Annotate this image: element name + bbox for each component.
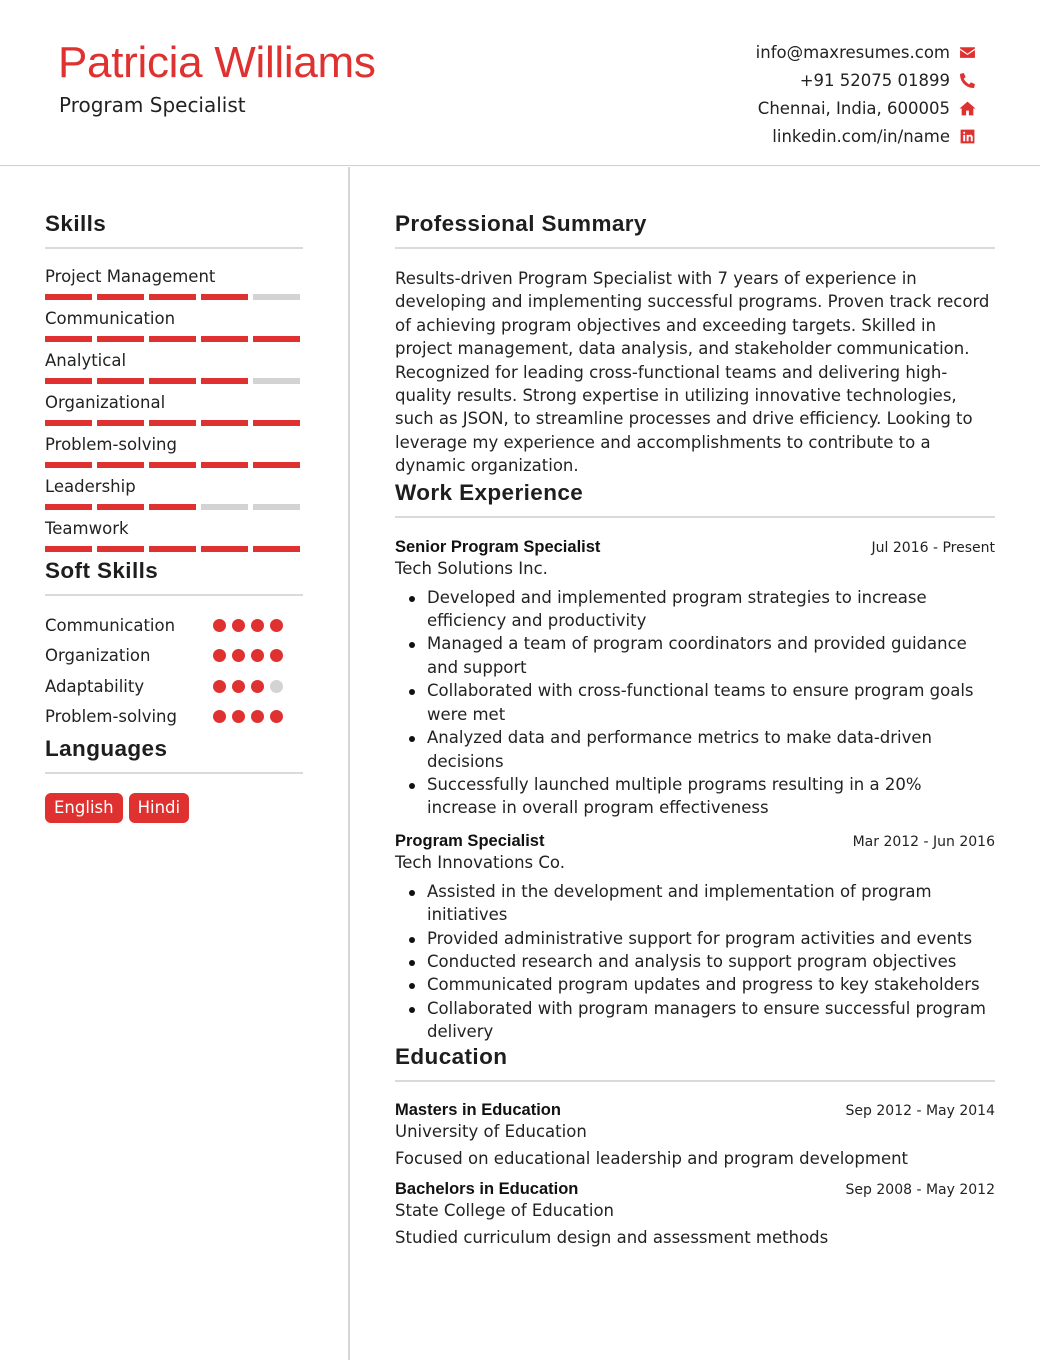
education-school: State College of Education <box>395 1200 615 1220</box>
skill-item <box>45 474 303 510</box>
language-badge: English <box>45 793 123 823</box>
skill-name: Teamwork <box>45 519 129 538</box>
skill-level-bar <box>45 546 303 552</box>
rating-dot-filled <box>270 649 283 662</box>
contact-phone[interactable] <box>756 66 976 94</box>
skills-list <box>45 264 303 552</box>
job-bullet: Collaborated with cross-functional teams to ensure program goals were met <box>395 679 995 726</box>
skill-segment-filled <box>97 462 144 468</box>
experience-list <box>395 538 995 1044</box>
job-dates: Mar 2012 - Jun 2016 <box>852 833 995 850</box>
job-bullet: Managed a team of program coordinators and provided guidance and support <box>395 632 995 679</box>
job-header <box>395 538 995 557</box>
contact-location <box>756 94 976 122</box>
skill-segment-filled <box>97 294 144 300</box>
job-header <box>395 832 995 851</box>
education-entry <box>395 1101 995 1168</box>
education-degree: Bachelors in Education <box>395 1179 579 1198</box>
skill-segment-filled <box>45 504 92 510</box>
skill-segment-filled <box>201 336 248 342</box>
soft-skill-rating <box>213 619 283 632</box>
rating-dot-filled <box>232 710 245 723</box>
job-bullet: Developed and implemented program strategies to increase efficiency and productivity <box>395 586 995 633</box>
education-heading: Education <box>395 1044 995 1082</box>
skill-segment-filled <box>149 546 196 552</box>
summary-heading: Professional Summary <box>395 211 995 249</box>
skill-segment-filled <box>97 420 144 426</box>
skill-segment-filled <box>253 546 300 552</box>
skill-level-bar <box>45 378 303 384</box>
skill-item <box>45 390 303 426</box>
candidate-name: Patricia Williams <box>58 38 376 87</box>
contact-linkedin[interactable] <box>756 122 976 150</box>
skill-item <box>45 348 303 384</box>
language-badge: Hindi <box>129 793 190 823</box>
skill-segment-filled <box>149 504 196 510</box>
contact-location-text: Chennai, India, 600005 <box>757 98 950 118</box>
skill-segment-filled <box>45 420 92 426</box>
rating-dot-filled <box>270 710 283 723</box>
soft-skill-item <box>45 671 303 702</box>
rating-dot-filled <box>213 710 226 723</box>
skill-name: Problem-solving <box>45 435 177 454</box>
education-header <box>395 1101 995 1120</box>
rating-dot-filled <box>270 619 283 632</box>
job-bullets <box>395 880 995 1044</box>
job-bullet: Successfully launched multiple programs resulting in a 20% increase in overall program effectiveness <box>395 773 995 820</box>
skill-segment-filled <box>201 378 248 384</box>
job-entry <box>395 538 995 820</box>
skill-segment-filled <box>253 462 300 468</box>
job-company: Tech Solutions Inc. <box>395 558 548 578</box>
skill-segment-filled <box>97 378 144 384</box>
skill-name: Leadership <box>45 477 136 496</box>
skill-segment-filled <box>97 336 144 342</box>
experience-heading: Work Experience <box>395 480 995 518</box>
soft-skills-list <box>45 610 303 732</box>
right-column <box>395 211 995 1247</box>
skill-segment-filled <box>201 294 248 300</box>
skill-name: Communication <box>45 309 176 328</box>
left-column <box>45 211 303 823</box>
summary-text: Results-driven Program Specialist with 7 years of experience in developing and implementing successful programs. Proven track record of achieving program objectives and exceeding targets. Skilled in project management, data analysis, and stakeholder communication. Recognized for leading cross-functional teams and delivering high-quality results. Strong expertise in utilizing innovative technologies, such as JSON, to streamline processes and drive efficiency. Looking to leverage my experience and accomplishments to contribute to a dynamic organization. <box>395 269 990 476</box>
skill-segment-filled <box>253 336 300 342</box>
job-role: Senior Program Specialist <box>395 537 601 556</box>
skill-segment-filled <box>45 336 92 342</box>
skill-segment-empty <box>253 504 300 510</box>
education-list <box>395 1101 995 1247</box>
rating-dot-filled <box>213 649 226 662</box>
job-entry <box>395 832 995 1044</box>
skill-name: Analytical <box>45 351 127 370</box>
skill-segment-filled <box>45 294 92 300</box>
skill-segment-filled <box>253 420 300 426</box>
job-bullet: Provided administrative support for program activities and events <box>395 927 995 950</box>
education-school: University of Education <box>395 1121 587 1141</box>
contact-linkedin-text: linkedin.com/in/name <box>772 126 950 146</box>
skill-segment-filled <box>149 378 196 384</box>
soft-skill-rating <box>213 680 283 693</box>
skill-segment-empty <box>253 378 300 384</box>
soft-skill-item <box>45 702 303 733</box>
rating-dot-filled <box>213 619 226 632</box>
skill-segment-filled <box>149 294 196 300</box>
languages-list <box>45 793 303 823</box>
column-divider <box>348 167 350 1360</box>
soft-skill-rating <box>213 710 283 723</box>
skill-segment-filled <box>149 462 196 468</box>
skill-segment-filled <box>97 504 144 510</box>
soft-skill-name: Adaptability <box>45 676 145 696</box>
rating-dot-empty <box>270 680 283 693</box>
soft-skill-item <box>45 610 303 641</box>
job-bullet: Analyzed data and performance metrics to make data-driven decisions <box>395 726 995 773</box>
linkedin-icon <box>958 127 976 145</box>
skill-segment-filled <box>201 420 248 426</box>
phone-icon <box>958 71 976 89</box>
skill-level-bar <box>45 336 303 342</box>
skill-item <box>45 432 303 468</box>
job-role: Program Specialist <box>395 831 545 850</box>
home-icon <box>958 99 976 117</box>
envelope-icon <box>958 43 976 61</box>
resume-header <box>0 0 1040 166</box>
contact-phone-text: +91 52075 01899 <box>799 70 950 90</box>
skill-segment-empty <box>253 294 300 300</box>
skill-item <box>45 306 303 342</box>
skill-segment-filled <box>149 336 196 342</box>
soft-skill-name: Communication <box>45 615 176 635</box>
skill-level-bar <box>45 420 303 426</box>
rating-dot-filled <box>213 680 226 693</box>
education-degree: Masters in Education <box>395 1100 561 1119</box>
rating-dot-filled <box>251 680 264 693</box>
skill-item <box>45 264 303 300</box>
job-bullet: Communicated program updates and progress to key stakeholders <box>395 973 995 996</box>
contact-list <box>756 38 976 150</box>
soft-skill-item <box>45 641 303 672</box>
soft-skill-name: Organization <box>45 646 151 666</box>
soft-skills-heading: Soft Skills <box>45 558 303 596</box>
skill-segment-filled <box>45 546 92 552</box>
rating-dot-filled <box>232 619 245 632</box>
skills-heading: Skills <box>45 211 303 249</box>
skill-segment-filled <box>97 546 144 552</box>
skill-level-bar <box>45 504 303 510</box>
skill-segment-filled <box>45 378 92 384</box>
education-description: Studied curriculum design and assessment methods <box>395 1227 829 1247</box>
skill-segment-filled <box>45 462 92 468</box>
education-description: Focused on educational leadership and program development <box>395 1148 909 1168</box>
skill-level-bar <box>45 462 303 468</box>
job-company: Tech Innovations Co. <box>395 852 565 872</box>
contact-email[interactable] <box>756 38 976 66</box>
soft-skill-rating <box>213 649 283 662</box>
skill-name: Organizational <box>45 393 166 412</box>
skill-segment-filled <box>149 420 196 426</box>
skill-segment-filled <box>201 462 248 468</box>
skill-segment-filled <box>201 546 248 552</box>
rating-dot-filled <box>251 710 264 723</box>
skill-name: Project Management <box>45 267 216 286</box>
rating-dot-filled <box>251 619 264 632</box>
rating-dot-filled <box>232 680 245 693</box>
rating-dot-filled <box>251 649 264 662</box>
rating-dot-filled <box>232 649 245 662</box>
languages-heading: Languages <box>45 736 303 774</box>
skill-segment-empty <box>201 504 248 510</box>
job-bullet: Collaborated with program managers to ensure successful program delivery <box>395 997 995 1044</box>
job-bullets <box>395 586 995 820</box>
job-bullet: Conducted research and analysis to support program objectives <box>395 950 995 973</box>
education-entry <box>395 1180 995 1247</box>
contact-email-text: info@maxresumes.com <box>755 42 950 62</box>
job-bullet: Assisted in the development and implementation of program initiatives <box>395 880 995 927</box>
education-dates: Sep 2012 - May 2014 <box>845 1102 995 1119</box>
skill-level-bar <box>45 294 303 300</box>
soft-skill-name: Problem-solving <box>45 707 177 727</box>
education-dates: Sep 2008 - May 2012 <box>845 1181 995 1198</box>
candidate-title: Program Specialist <box>59 93 246 117</box>
skill-item <box>45 516 303 552</box>
education-header <box>395 1180 995 1199</box>
job-dates: Jul 2016 - Present <box>871 539 995 556</box>
